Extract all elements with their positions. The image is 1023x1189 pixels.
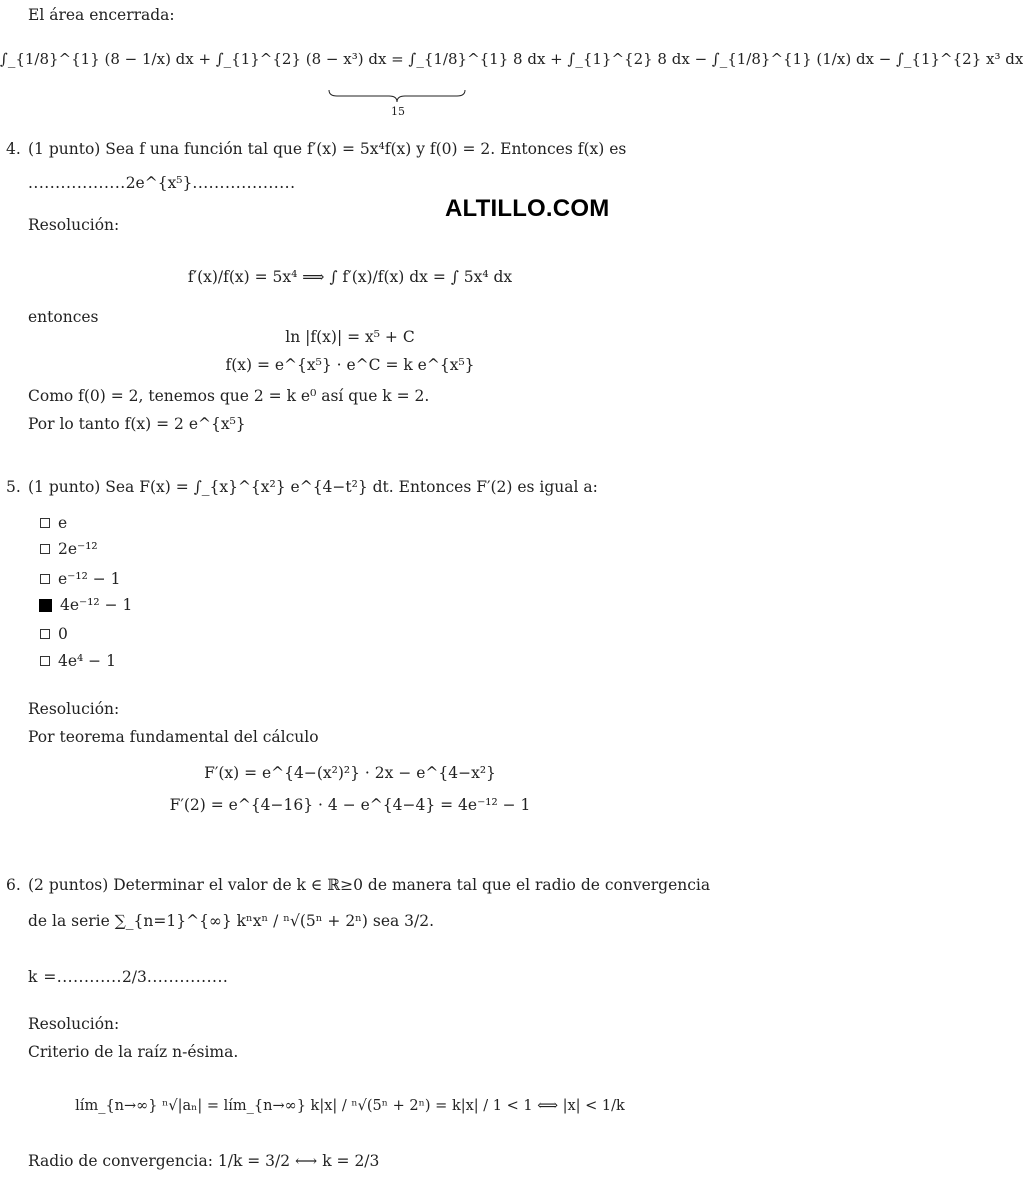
q4-number: 4. xyxy=(6,140,21,158)
checkbox-icon[interactable] xyxy=(40,574,50,584)
q6-radius-line: Radio de convergencia: 1/k = 3/2 ⟷ k = 2/3 xyxy=(28,1152,380,1170)
q5-option-text: 0 xyxy=(58,625,68,643)
q5-option-1[interactable] xyxy=(40,514,67,532)
watermark-logo: ALTILLO.COM xyxy=(445,195,610,222)
q5-option-3[interactable] xyxy=(40,570,120,588)
q4-resolution-label: Resolución: xyxy=(28,216,120,234)
q5-eq1: F′(x) = e^{4−(x²)²} · 2x − e^{4−x²} xyxy=(204,764,496,782)
checkbox-checked-icon[interactable] xyxy=(39,599,52,612)
q6-eq1: lím_{n→∞} ⁿ√|aₙ| = lím_{n→∞} k|x| / ⁿ√(5ⁿ + 2ⁿ) = k|x| / 1 < 1 ⟺ |x| < 1/k xyxy=(75,1098,625,1114)
q5-option-text: 2e⁻¹² xyxy=(58,540,98,558)
checkbox-icon[interactable] xyxy=(40,656,50,666)
checkbox-icon[interactable] xyxy=(40,629,50,639)
q4-eq2: ln |f(x)| = x⁵ + C xyxy=(285,328,415,346)
q5-option-text: 4e⁴ − 1 xyxy=(58,652,116,670)
q4-answer-suffix: ................... xyxy=(192,174,296,192)
q4-eq3: f(x) = e^{x⁵} · e^C = k e^{x⁵} xyxy=(225,356,475,374)
q5-option-text: 4e⁻¹² − 1 xyxy=(60,596,133,614)
area-formula: ∫_{1/8}^{1} (8 − 1/x) dx + ∫_{1}^{2} (8 − x³) dx = ∫_{1/8}^{1} 8 dx + ∫_{1}^{2} 8 dx − ∫_{1/8}^{1} (1/x) dx − ∫_{1}^{2} x³ dx xyxy=(0,50,1023,68)
q5-option-6[interactable] xyxy=(40,652,116,670)
q5-eq2: F′(2) = e^{4−16} · 4 − e^{4−4} = 4e⁻¹² − 1 xyxy=(169,796,531,814)
q5-option-5[interactable] xyxy=(40,625,68,643)
underbrace xyxy=(327,88,467,106)
checkbox-icon[interactable] xyxy=(40,518,50,528)
q6-resolution-label: Resolución: xyxy=(28,1015,120,1033)
q6-answer-line xyxy=(28,968,228,986)
q4-answer-prefix: .................. xyxy=(28,174,126,192)
q5-theorem: Por teorema fundamental del cálculo xyxy=(28,728,319,746)
q5-number: 5. xyxy=(6,478,21,496)
brace-value: 15 xyxy=(391,105,405,118)
q4-answer-line xyxy=(28,174,296,192)
q5-option-text: e xyxy=(58,514,68,532)
q6-answer-prefix: k =............ xyxy=(28,968,122,986)
q4-line1: Como f(0) = 2, tenemos que 2 = k e⁰ así que k = 2. xyxy=(28,387,430,405)
q5-option-text: e⁻¹² − 1 xyxy=(58,570,121,588)
q4-statement: (1 punto) Sea f una función tal que f′(x) = 5x⁴f(x) y f(0) = 2. Entonces f(x) es xyxy=(28,140,627,158)
q6-statement: (2 puntos) Determinar el valor de k ∈ ℝ≥0 de manera tal que el radio de convergencia xyxy=(28,876,711,894)
q5-option-2[interactable] xyxy=(40,540,98,558)
area-label: El área encerrada: xyxy=(28,6,175,24)
q4-answer: 2e^{x⁵} xyxy=(125,174,193,192)
q5-statement: (1 punto) Sea F(x) = ∫_{x}^{x²} e^{4−t²} dt. Entonces F′(2) es igual a: xyxy=(28,478,598,496)
q4-then-label: entonces xyxy=(28,308,99,326)
q6-answer-suffix: ............... xyxy=(146,968,229,986)
q4-eq1: f′(x)/f(x) = 5x⁴ ⟹ ∫ f′(x)/f(x) dx = ∫ 5x⁴ dx xyxy=(187,268,513,286)
q4-line2: Por lo tanto f(x) = 2 e^{x⁵} xyxy=(28,415,246,433)
q6-criterion: Criterio de la raíz n-ésima. xyxy=(28,1043,239,1061)
q6-number: 6. xyxy=(6,876,21,894)
q5-option-4[interactable] xyxy=(39,596,132,614)
q6-answer: 2/3 xyxy=(121,968,147,986)
q6-statement2: de la serie ∑_{n=1}^{∞} kⁿxⁿ / ⁿ√(5ⁿ + 2ⁿ) sea 3/2. xyxy=(28,912,435,930)
checkbox-icon[interactable] xyxy=(40,544,50,554)
q5-resolution-label: Resolución: xyxy=(28,700,120,718)
